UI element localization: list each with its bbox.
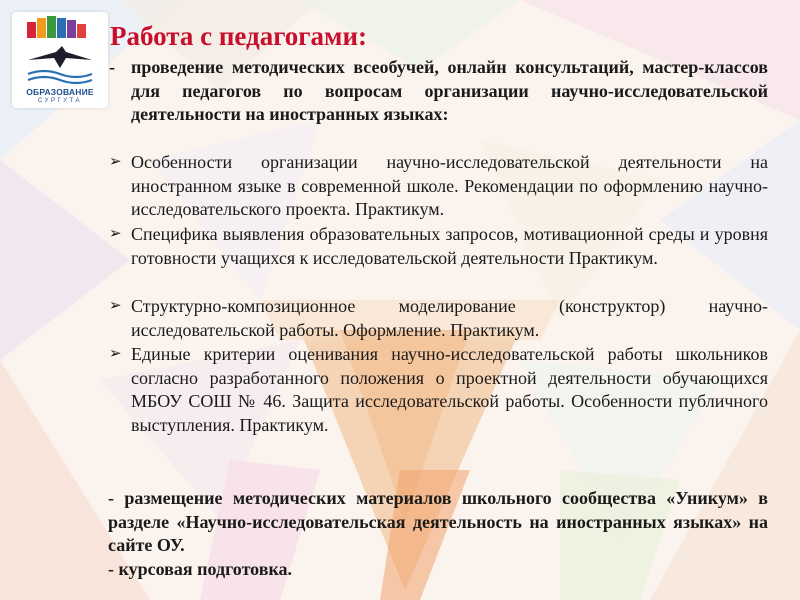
list-item — [109, 295, 768, 342]
list-item — [109, 343, 768, 437]
list-item — [109, 151, 768, 222]
books-bird-emblem-icon — [22, 16, 98, 86]
arrow-bullet-icon: ➢ — [109, 226, 122, 242]
list-item-text: Особенности организации научно-исследовательской деятельности на иностранном языке в современной школе. Рекомендации по оформлению научно-исследовательского проекта. Практикум. — [131, 152, 768, 219]
intro-text: проведение методических всеобучей, онлайн консультаций, мастер-классов для педагогов по вопросам организации научно-исследовательской деятельности на иностранных языках: — [131, 57, 768, 124]
placement-paragraph: - размещение методических материалов школьного сообщества «Уникум» в разделе «Научно-исследовательская деятельность на иностранных языках» на сайте ОУ. — [108, 488, 768, 555]
logo-main-text: ОБРАЗОВАНИЕ — [26, 87, 94, 97]
arrow-bullet-icon: ➢ — [109, 298, 122, 314]
list-item — [109, 223, 768, 270]
intro-paragraph — [109, 56, 768, 127]
page-title: Работа с педагогами: — [110, 21, 367, 51]
list-item-text: Структурно-композиционное моделирование (конструктор) научно-исследовательской работы. Оформление. Практикум. — [131, 296, 768, 340]
logo — [12, 12, 108, 108]
dash-marker: - — [109, 57, 115, 77]
list-item-text: Специфика выявления образовательных запросов, мотивационной среды и уровня готовности учащихся к исследовательской деятельности Практикум. — [131, 224, 768, 268]
list-item-text: Единые критерии оценивания научно-исследовательской работы школьников согласно разработанного положения о проектной деятельности обучающихся МБОУ СОШ № 46. Защита исследовательской работы. Особенности публичного выступления. Практикум. — [131, 344, 768, 435]
course-paragraph: - курсовая подготовка. — [108, 559, 293, 579]
logo-sub-text: СУРГУТА — [38, 98, 82, 104]
arrow-bullet-icon: ➢ — [109, 346, 122, 362]
arrow-bullet-icon: ➢ — [109, 154, 122, 170]
